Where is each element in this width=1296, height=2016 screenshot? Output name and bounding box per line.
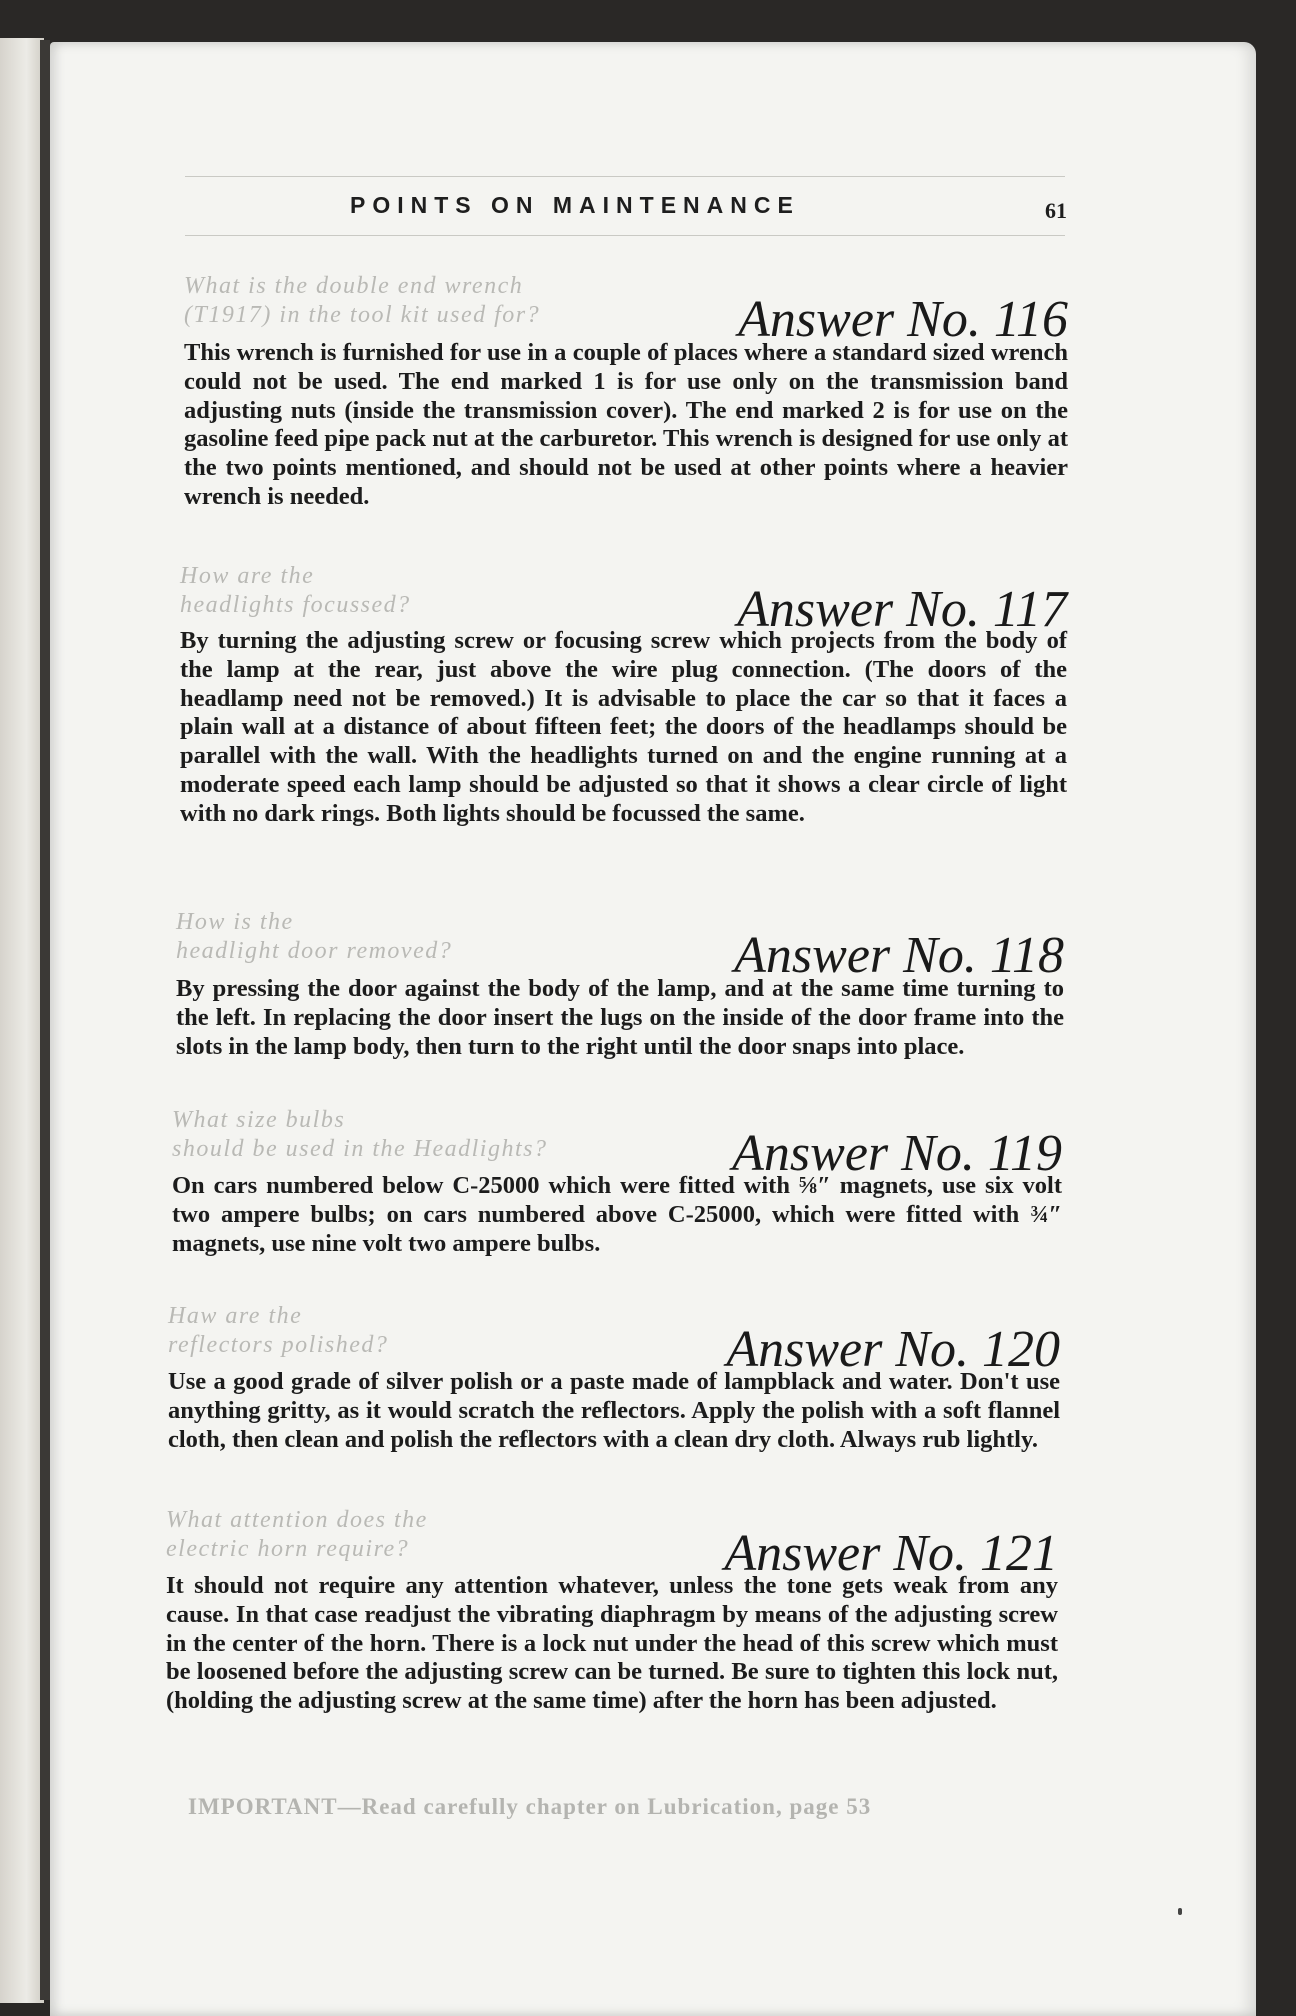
facing-page-edge [0, 38, 44, 2003]
answer-heading-117: Answer No. 117 [737, 581, 1067, 638]
running-head: POINTS ON MAINTENANCE [350, 192, 800, 218]
answer-text-116: This wrench is furnished for use in a couple of places where a standard sized wrench could not be used. The end marked 1 is for use only on the transmission band adjusting nuts (inside the transmission cover). The end marked 2 is for use on the gasoline feed pipe pack nut at the carburetor. This wrench is designed for use only at the two points mentioned, and should not be used at other points where a heavier wrench is needed. [184, 339, 1068, 510]
book-spine [40, 40, 50, 2000]
answer-text-121: It should not require any attention whatever, unless the tone gets weak from any cause. In that case readjust the vibrating diaphragm by means of the adjusting screw in the center of the horn. There is a lock nut under the head of this screw which must be loosened before the adjusting screw can be turned. Be sure to tighten this lock nut, (holding the adjusting screw at the same time) after the horn has been adjusted. [166, 1572, 1058, 1715]
question-121: What attention does the electric horn require? [166, 1507, 428, 1562]
question-120: Haw are the reflectors polished? [168, 1303, 389, 1358]
answer-text-117: By turning the adjusting screw or focusing screw which projects from the body of the lamp at the rear, just above the wire plug connection. (The doors of the headlamp need not be removed.) It is advisable to place the car so that it faces a plain wall at a distance of about fifteen feet; the doors of the headlamps should be parallel with the wall. With the headlights turned on and the engine running at a moderate speed each lamp should be adjusted so that it shows a clear circle of light with no dark rings. Both lights should be focussed the same. [180, 627, 1067, 827]
question-116: What is the double end wrench (T1917) in the tool kit used for? [184, 273, 541, 328]
question-117: How are the headlights focussed? [180, 563, 411, 618]
question-119: What size bulbs should be used in the Headlights? [172, 1107, 548, 1162]
page-number: 61 [1045, 198, 1067, 223]
answer-heading-119: Answer No. 119 [732, 1125, 1062, 1182]
answer-heading-120: Answer No. 120 [726, 1321, 1060, 1378]
answer-text-120: Use a good grade of silver polish or a paste made of lampblack and water. Don't use anything gritty, as it would scratch the reflectors. Apply the polish with a soft flannel cloth, then clean and polish the reflectors with a clean dry cloth. Always rub lightly. [168, 1368, 1060, 1453]
question-118: How is the headlight door removed? [176, 909, 453, 964]
answer-text-118: By pressing the door against the body of the lamp, and at the same time turning to the left. In replacing the door insert the lugs on the inside of the door frame into the slots in the lamp body, then turn to the right until the door snaps into place. [176, 975, 1064, 1060]
answer-text-119: On cars numbered below C-25000 which were fitted with ⅝″ magnets, use six volt two ampere bulbs; on cars numbered above C-25000, which were fitted with ¾″ magnets, use nine volt two ampere bulbs. [172, 1172, 1062, 1257]
page-speck [1178, 1908, 1182, 1915]
header-rule-top [185, 176, 1065, 177]
answer-heading-121: Answer No. 121 [724, 1525, 1058, 1582]
footer-note: IMPORTANT—Read carefully chapter on Lubrication, page 53 [188, 1794, 872, 1819]
answer-heading-118: Answer No. 118 [734, 927, 1064, 984]
header-rule-bottom [185, 235, 1065, 236]
answer-heading-116: Answer No. 116 [738, 291, 1068, 348]
